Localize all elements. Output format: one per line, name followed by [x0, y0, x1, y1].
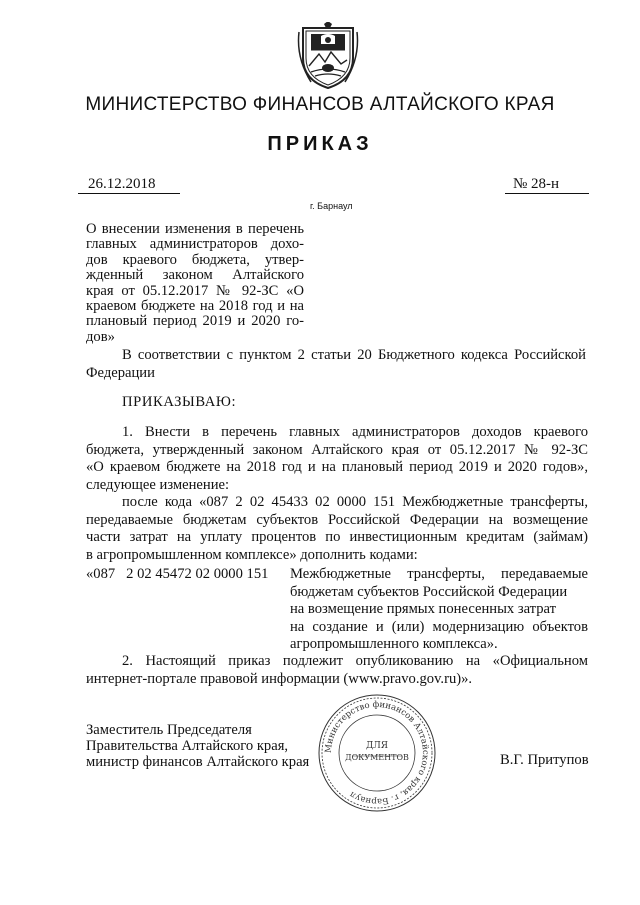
item-1-line: бюджета, утвержденный законом Алтайского края от 05.12.2017 № 92-ЗС — [86, 441, 588, 458]
date-underline — [78, 193, 180, 194]
stamp-center-line-2: ДОКУМЕНТОВ — [345, 753, 409, 762]
code-desc-line: на создание и (или) модернизацию объектов — [290, 618, 588, 635]
ministry-name: МИНИСТЕРСТВО ФИНАНСОВ АЛТАЙСКОГО КРАЯ — [85, 94, 555, 115]
coat-of-arms-emblem — [297, 22, 359, 90]
official-stamp — [316, 692, 438, 814]
stamp-center-line-1: ДЛЯ — [365, 741, 389, 751]
basis-line: Федерации — [86, 364, 155, 381]
item-1-line: после кода «087 2 02 45433 02 0000 151 Межбюджетные трансферты, — [122, 494, 588, 510]
item-1-paragraph — [86, 424, 588, 564]
subject-line: О внесении изменения в перечень — [86, 221, 304, 237]
code-desc-line: агропромышленного комплекса». — [290, 636, 498, 652]
subject-line: дов краевого бюджета, утвер- — [86, 251, 304, 268]
code-desc-line: на возмещение прямых понесенных затрат — [290, 601, 557, 617]
subject-line: дов» — [86, 328, 115, 345]
item-1-line: передаваемые бюджетам субъектов Российской Федерации на возмещение — [86, 511, 588, 528]
item-2-paragraph — [86, 653, 588, 688]
item-2-line: интернет-портале правовой информации (www.pravo.gov.ru)». — [86, 670, 473, 687]
order-date: 26.12.2018 — [88, 176, 156, 192]
code-desc-line: Межбюджетные трансферты, передаваемые — [290, 566, 588, 582]
signer-position-line: Заместитель Председателя — [86, 722, 252, 738]
subject-line: главных администраторов дохо- — [86, 236, 304, 253]
number-underline — [505, 193, 589, 194]
subject-line: жденный законом Алтайского — [86, 267, 304, 284]
new-revenue-code: «087 2 02 45472 02 0000 151 — [86, 566, 269, 582]
city-label: г. Барнаул — [310, 201, 353, 211]
basis-line: В соответствии с пунктом 2 статьи 20 Бюджетного кодекса Российской — [122, 347, 586, 363]
stamp-ring-text: Министерство финансов Алтайского края, г. Барнаул — [323, 699, 431, 807]
code-desc-line: бюджетам субъектов Российской Федерации — [290, 583, 568, 600]
document-type-title: ПРИКАЗ — [267, 133, 373, 155]
order-number: № 28-н — [513, 176, 560, 192]
new-code-description — [290, 566, 588, 654]
subject-line: краевом бюджете на 2018 год и на — [86, 298, 304, 315]
item-2-line: 2. Настоящий приказ подлежит опубликованию на «Официальном — [122, 653, 588, 669]
signer-name: В.Г. Притупов — [500, 752, 589, 768]
signer-position-line: министр финансов Алтайского края — [86, 754, 310, 770]
legal-basis-paragraph — [86, 347, 586, 382]
signer-position-line: Правительства Алтайского края, — [86, 738, 289, 754]
item-1-line: следующее изменение: — [86, 476, 230, 493]
item-1-line: части затрат на уплату процентов по инвестиционным кредитам (займам) — [86, 529, 588, 545]
item-1-line: 1. Внести в перечень главных администраторов доходов краевого — [122, 424, 588, 440]
item-1-line: в агропромышленном комплексе» дополнить кодами: — [86, 546, 418, 563]
subject-line: края от 05.12.2017 № 92-ЗС «О — [86, 282, 304, 299]
order-word: ПРИКАЗЫВАЮ: — [122, 394, 237, 410]
order-subject — [86, 222, 304, 345]
subject-line: плановый период 2019 и 2020 го- — [86, 313, 304, 330]
signer-position — [86, 722, 309, 770]
item-1-line: «О краевом бюджете на 2018 год и на плановый период 2019 и 2020 годов», — [86, 459, 588, 475]
